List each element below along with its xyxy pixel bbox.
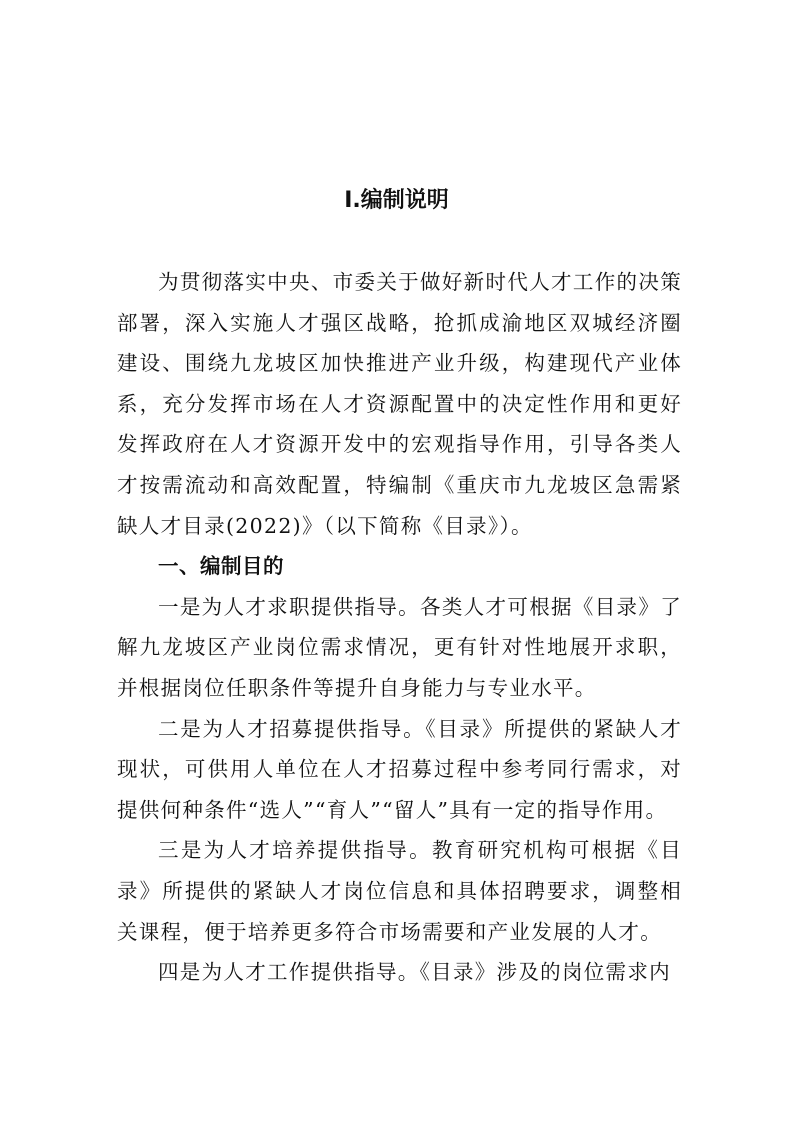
purpose-paragraph-1: 一是为人才求职提供指导。各类人才可根据《目录》了解九龙坡区产业岗位需求情况，更有针对性地展开求职，并根据岗位任职条件等提升自身能力与专业水平。 — [117, 594, 682, 700]
intro-paragraph: 为贯彻落实中央、市委关于做好新时代人才工作的决策部署，深入实施人才强区战略，抢抓成渝地区双城经济圈建设、围绕九龙坡区加快推进产业升级，构建现代产业体系，充分发挥市场在人才资源配置中的决定性作用和更好发挥政府在人才资源开发中的宏观指导作用，引导各类人才按需流动和高效配置，特编制《重庆市九龙坡区急需紧缺人才目录(2022)》（以下简称《目录》）。 — [117, 270, 682, 538]
purpose-paragraph-4: 四是为人才工作提供指导。《目录》涉及的岗位需求内 — [158, 960, 671, 985]
document-body — [117, 262, 682, 993]
section-heading: 一、编制目的 — [158, 554, 284, 579]
purpose-paragraph-2: 二是为人才招募提供指导。《目录》所提供的紧缺人才现状，可供用人单位在人才招募过程中参考同行需求，对提供何种条件“选人”“育人”“留人”具有一定的指导作用。 — [117, 716, 682, 822]
document-title: I.编制说明 — [344, 188, 449, 213]
purpose-paragraph-3: 三是为人才培养提供指导。教育研究机构可根据《目录》所提供的紧缺人才岗位信息和具体招聘要求，调整相关课程，便于培养更多符合市场需要和产业发展的人才。 — [117, 838, 682, 944]
